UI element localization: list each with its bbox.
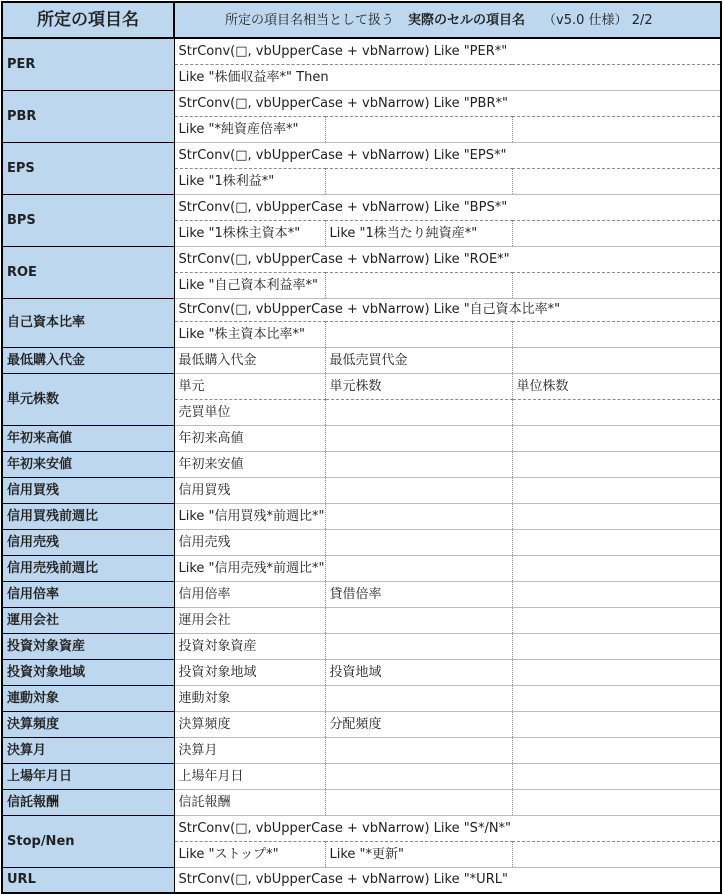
condition-cell: StrConv(□, vbUpperCase + vbNarrow) Like "S*/N*" xyxy=(174,815,721,841)
table-row xyxy=(2,298,721,321)
alias-cell xyxy=(325,685,512,711)
alias-cell xyxy=(325,321,512,347)
item-name: ROE xyxy=(2,246,174,298)
item-name: 年初来安値 xyxy=(2,451,174,477)
header-description-cell xyxy=(174,2,721,38)
alias-cell xyxy=(512,116,721,142)
item-name: 運用会社 xyxy=(2,607,174,633)
table-row xyxy=(2,763,721,789)
item-name: PBR xyxy=(2,90,174,142)
alias-cell: 単位株数 xyxy=(512,373,721,399)
table-row xyxy=(2,529,721,555)
alias-cell xyxy=(512,272,721,298)
condition-cell: StrConv(□, vbUpperCase + vbNarrow) Like "BPS*" xyxy=(174,194,721,220)
table-row xyxy=(2,659,721,685)
item-name: 単元株数 xyxy=(2,373,174,425)
item-name: 自己資本比率 xyxy=(2,298,174,347)
alias-cell xyxy=(325,168,512,194)
item-name: 上場年月日 xyxy=(2,763,174,789)
alias-cell: Like "信用売残*前週比*" xyxy=(174,555,325,581)
alias-cell xyxy=(512,529,721,555)
alias-cell: 信託報酬 xyxy=(174,789,325,815)
alias-cell xyxy=(512,555,721,581)
alias-cell xyxy=(325,477,512,503)
alias-cell xyxy=(512,399,721,425)
alias-cell: Like "株主資本比率*" xyxy=(174,321,325,347)
table-row xyxy=(2,142,721,168)
table-row xyxy=(2,685,721,711)
alias-cell xyxy=(512,789,721,815)
alias-cell xyxy=(325,451,512,477)
item-name: 決算月 xyxy=(2,737,174,763)
table-row xyxy=(2,789,721,815)
item-name: 最低購入代金 xyxy=(2,347,174,373)
table-row xyxy=(2,347,721,373)
item-name: Stop/Nen xyxy=(2,815,174,867)
alias-cell xyxy=(325,763,512,789)
alias-cell: Like "ストップ*" xyxy=(174,841,325,867)
alias-cell xyxy=(512,503,721,529)
alias-cell xyxy=(512,711,721,737)
alias-cell: 決算頻度 xyxy=(174,711,325,737)
alias-cell: 売買単位 xyxy=(174,399,325,425)
alias-cell xyxy=(512,841,721,867)
table-row xyxy=(2,581,721,607)
alias-cell xyxy=(325,529,512,555)
table-row xyxy=(2,633,721,659)
alias-cell xyxy=(512,633,721,659)
alias-cell xyxy=(325,503,512,529)
table-body xyxy=(2,2,721,893)
condition-cell: StrConv(□, vbUpperCase + vbNarrow) Like "*URL" xyxy=(174,867,721,893)
item-name: 決算頻度 xyxy=(2,711,174,737)
alias-cell xyxy=(325,555,512,581)
table-row xyxy=(2,503,721,529)
alias-cell: 投資地域 xyxy=(325,659,512,685)
alias-cell xyxy=(325,425,512,451)
table-row xyxy=(2,38,721,64)
table-row xyxy=(2,425,721,451)
table-row xyxy=(2,607,721,633)
alias-cell: 年初来高値 xyxy=(174,425,325,451)
item-name: 信用買残前週比 xyxy=(2,503,174,529)
header-version: （v5.0 仕様） xyxy=(543,12,628,28)
alias-cell xyxy=(512,220,721,246)
alias-cell: Like "*更新" xyxy=(325,841,512,867)
alias-cell: 年初来安値 xyxy=(174,451,325,477)
alias-cell xyxy=(512,659,721,685)
alias-cell xyxy=(512,581,721,607)
alias-cell: 分配頻度 xyxy=(325,711,512,737)
alias-cell: 信用売残 xyxy=(174,529,325,555)
alias-cell: 運用会社 xyxy=(174,607,325,633)
alias-cell: 貸借倍率 xyxy=(325,581,512,607)
alias-cell: 投資対象資産 xyxy=(174,633,325,659)
alias-cell: Like "*純資産倍率*" xyxy=(174,116,325,142)
condition-cell: StrConv(□, vbUpperCase + vbNarrow) Like "ROE*" xyxy=(174,246,721,272)
item-name: 信用売残前週比 xyxy=(2,555,174,581)
alias-cell: 最低売買代金 xyxy=(325,347,512,373)
condition-cell: StrConv(□, vbUpperCase + vbNarrow) Like "自己資本比率*" xyxy=(174,298,721,321)
table-row xyxy=(2,555,721,581)
alias-cell: 上場年月日 xyxy=(174,763,325,789)
alias-cell: 信用買残 xyxy=(174,477,325,503)
alias-cell: 決算月 xyxy=(174,737,325,763)
header-description: 所定の項目名相当として扱う xyxy=(225,12,395,28)
item-name: 信用買残 xyxy=(2,477,174,503)
alias-cell: Like "信用買残*前週比*" xyxy=(174,503,325,529)
item-name: 連動対象 xyxy=(2,685,174,711)
item-name: 投資対象資産 xyxy=(2,633,174,659)
table-row xyxy=(2,451,721,477)
alias-cell: 連動対象 xyxy=(174,685,325,711)
item-name: 信用売残 xyxy=(2,529,174,555)
header-row xyxy=(2,2,721,38)
item-name: 投資対象地域 xyxy=(2,659,174,685)
alias-cell xyxy=(512,425,721,451)
table-row xyxy=(2,373,721,399)
table-row xyxy=(2,194,721,220)
condition-cell: Like "株価収益率*" Then xyxy=(174,64,721,90)
item-name: URL xyxy=(2,867,174,893)
item-name: EPS xyxy=(2,142,174,194)
alias-cell xyxy=(512,321,721,347)
header-title: 所定の項目名 xyxy=(2,2,174,38)
item-name: BPS xyxy=(2,194,174,246)
alias-cell xyxy=(512,607,721,633)
condition-cell: StrConv(□, vbUpperCase + vbNarrow) Like "PER*" xyxy=(174,38,721,64)
condition-cell: StrConv(□, vbUpperCase + vbNarrow) Like "PBR*" xyxy=(174,90,721,116)
table-row xyxy=(2,737,721,763)
alias-cell xyxy=(512,477,721,503)
alias-cell: 単元株数 xyxy=(325,373,512,399)
table-row xyxy=(2,246,721,272)
alias-cell: Like "1株利益*" xyxy=(174,168,325,194)
alias-cell xyxy=(325,737,512,763)
table-row xyxy=(2,815,721,841)
alias-cell xyxy=(512,168,721,194)
alias-cell: 単元 xyxy=(174,373,325,399)
table-row xyxy=(2,867,721,893)
alias-cell xyxy=(325,116,512,142)
alias-cell: 投資対象地域 xyxy=(174,659,325,685)
table-row xyxy=(2,711,721,737)
alias-cell: Like "1株当たり純資産*" xyxy=(325,220,512,246)
header-page: 2/2 xyxy=(631,12,653,28)
alias-cell xyxy=(325,633,512,659)
alias-cell xyxy=(512,347,721,373)
alias-cell xyxy=(325,789,512,815)
alias-cell xyxy=(512,685,721,711)
header-description-bold: 実際のセルの項目名 xyxy=(408,12,526,28)
alias-cell xyxy=(325,399,512,425)
condition-cell: StrConv(□, vbUpperCase + vbNarrow) Like "EPS*" xyxy=(174,142,721,168)
alias-cell xyxy=(512,737,721,763)
table-row xyxy=(2,477,721,503)
table-row xyxy=(2,90,721,116)
item-name: 信用倍率 xyxy=(2,581,174,607)
item-name: PER xyxy=(2,38,174,90)
alias-cell xyxy=(512,763,721,789)
item-name: 信託報酬 xyxy=(2,789,174,815)
alias-cell xyxy=(512,451,721,477)
alias-cell: Like "1株株主資本*" xyxy=(174,220,325,246)
alias-cell: 信用倍率 xyxy=(174,581,325,607)
alias-cell: Like "自己資本利益率*" xyxy=(174,272,325,298)
alias-cell: 最低購入代金 xyxy=(174,347,325,373)
alias-cell xyxy=(325,272,512,298)
item-name: 年初来高値 xyxy=(2,425,174,451)
alias-cell xyxy=(325,607,512,633)
field-mapping-table xyxy=(1,1,722,894)
